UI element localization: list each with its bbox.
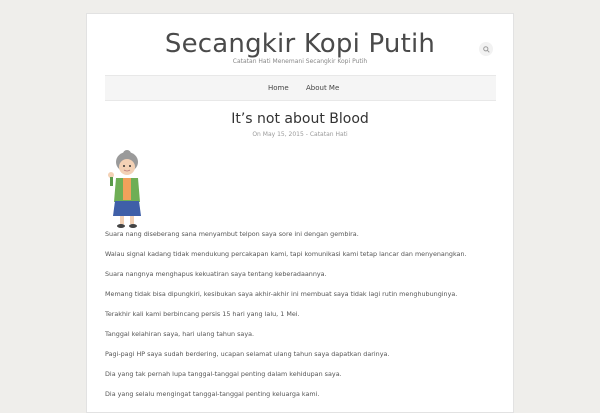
nav-item-about-me[interactable]: About Me bbox=[306, 84, 340, 92]
search-icon bbox=[483, 46, 490, 53]
post-paragraph: Dia yang selalu mengingat tanggal-tanggal penting keluarga kami. bbox=[105, 390, 320, 398]
post-title[interactable]: It’s not about Blood bbox=[231, 111, 369, 127]
post-category[interactable]: Catatan Hati bbox=[309, 131, 348, 138]
post-meta-separator: - bbox=[305, 131, 308, 138]
page-container bbox=[86, 13, 514, 413]
post-paragraph: Suara nang diseberang sana menyambut telpon saya sore ini dengan gembira. bbox=[105, 230, 359, 238]
site-tagline: Catatan Hati Menemani Secangkir Kopi Putih bbox=[232, 58, 368, 65]
post-meta bbox=[87, 131, 513, 138]
search-button[interactable] bbox=[479, 42, 493, 56]
grandmother-illustration bbox=[106, 150, 148, 230]
post-paragraph: Walau signal kadang tidak mendukung percakapan kami, tapi komunikasi kami tetap lancar dan menyenangkan. bbox=[105, 250, 467, 258]
post-paragraph: Tanggal kelahiran saya, hari ulang tahun saya. bbox=[105, 330, 255, 338]
nav-item-home[interactable]: Home bbox=[268, 84, 289, 92]
post-meta-prefix: On bbox=[252, 131, 261, 138]
post-paragraph: Pagi-pagi HP saya sudah berdering, ucapan selamat ulang tahun saya dapatkan darinya. bbox=[105, 350, 390, 358]
post-paragraph: Memang tidak bisa dipungkiri, kesibukan saya akhir-akhir ini membuat saya tidak lagi rutin menghubunginya. bbox=[105, 290, 458, 298]
post-paragraph: Terakhir kali kami berbincang persis 15 hari yang lalu, 1 Mei. bbox=[105, 310, 300, 318]
post-date[interactable]: May 15, 2015 bbox=[262, 131, 304, 138]
site-title[interactable]: Secangkir Kopi Putih bbox=[164, 29, 436, 59]
post-paragraph: Suara nangnya menghapus kekuatiran saya tentang keberadaannya. bbox=[105, 270, 327, 278]
main-navigation bbox=[105, 75, 496, 101]
post-paragraph: Dia yang tak pernah lupa tanggal-tanggal penting dalam kehidupan saya. bbox=[105, 370, 342, 378]
